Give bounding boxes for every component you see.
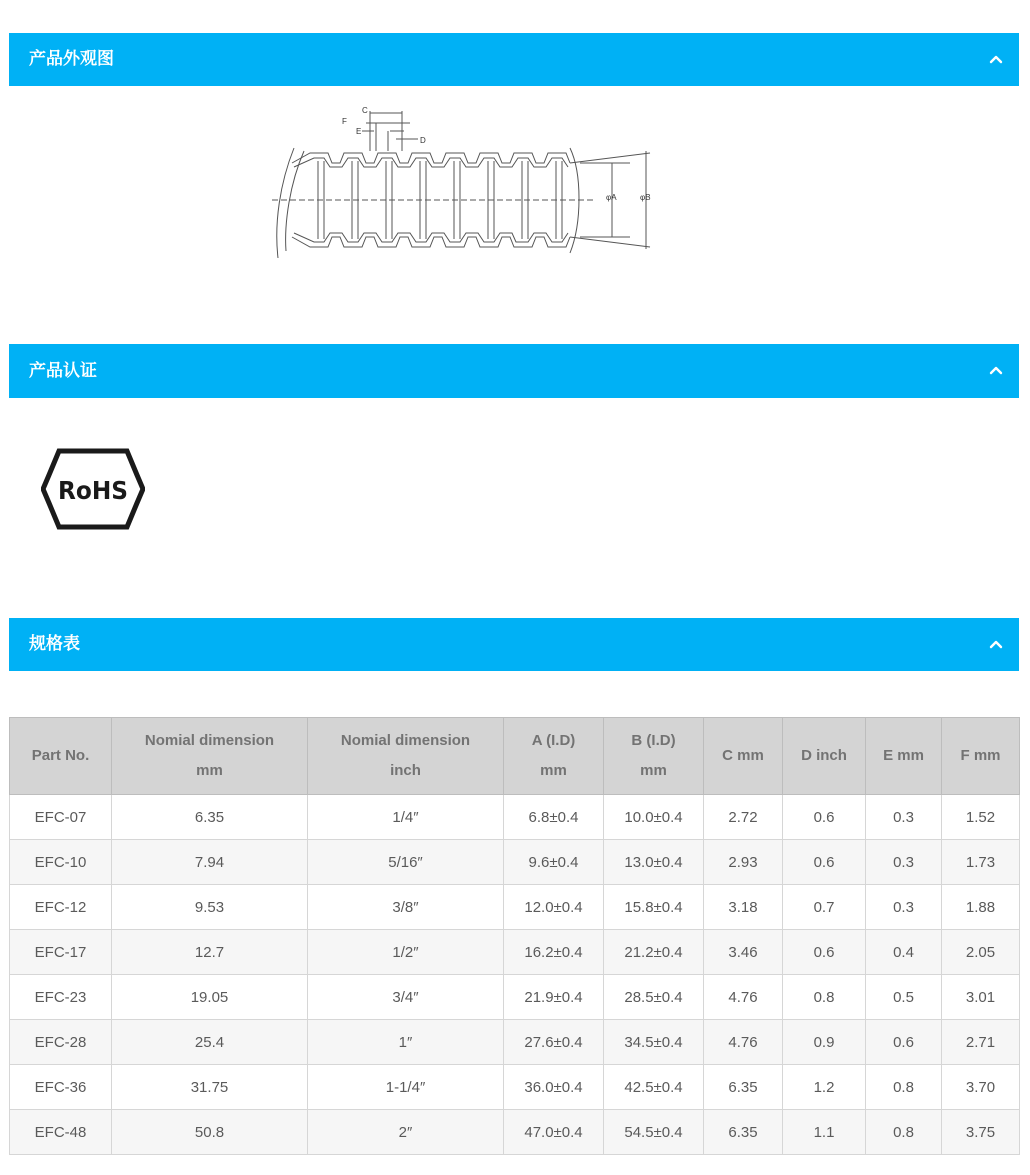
table-cell: 21.2±0.4: [604, 930, 704, 975]
table-row: [10, 840, 1020, 885]
column-header: D inch: [783, 718, 866, 795]
chevron-up-icon[interactable]: [989, 637, 1003, 651]
table-cell: 1.1: [783, 1110, 866, 1155]
table-cell: 2.72: [704, 795, 783, 840]
column-header: Part No.: [10, 718, 112, 795]
table-cell: EFC-12: [10, 885, 112, 930]
table-cell: 2″: [308, 1110, 504, 1155]
spec-table: [9, 717, 1020, 1155]
table-cell: 0.6: [783, 795, 866, 840]
table-cell: 4.76: [704, 975, 783, 1020]
table-cell: 12.0±0.4: [504, 885, 604, 930]
table-cell: 3/8″: [308, 885, 504, 930]
table-cell: 47.0±0.4: [504, 1110, 604, 1155]
table-cell: 4.76: [704, 1020, 783, 1065]
table-cell: 0.3: [866, 795, 942, 840]
table-cell: 2.71: [942, 1020, 1020, 1065]
table-cell: 0.6: [866, 1020, 942, 1065]
table-cell: 3/4″: [308, 975, 504, 1020]
section-header-spec[interactable]: [9, 618, 1019, 671]
table-cell: 1-1/4″: [308, 1065, 504, 1110]
table-cell: EFC-48: [10, 1110, 112, 1155]
table-cell: 6.35: [704, 1065, 783, 1110]
table-cell: EFC-10: [10, 840, 112, 885]
dim-label-a: φA: [606, 193, 617, 202]
table-cell: 3.18: [704, 885, 783, 930]
table-cell: 21.9±0.4: [504, 975, 604, 1020]
dim-label-e: E: [356, 127, 362, 136]
table-cell: 0.8: [866, 1110, 942, 1155]
table-cell: 7.94: [112, 840, 308, 885]
section-header-appearance[interactable]: [9, 33, 1019, 86]
table-cell: 28.5±0.4: [604, 975, 704, 1020]
section-title: 产品认证: [29, 361, 97, 381]
table-cell: 6.35: [112, 795, 308, 840]
section-title: 规格表: [29, 634, 80, 654]
table-body: [10, 795, 1020, 1155]
table-cell: 31.75: [112, 1065, 308, 1110]
table-cell: 0.8: [866, 1065, 942, 1110]
table-cell: 36.0±0.4: [504, 1065, 604, 1110]
table-cell: 1/2″: [308, 930, 504, 975]
chevron-up-icon[interactable]: [989, 363, 1003, 377]
table-cell: 9.53: [112, 885, 308, 930]
rohs-text: RoHS: [58, 476, 128, 505]
table-cell: 0.6: [783, 930, 866, 975]
table-cell: 27.6±0.4: [504, 1020, 604, 1065]
rohs-logo: [41, 447, 145, 531]
table-cell: 10.0±0.4: [604, 795, 704, 840]
table-cell: EFC-36: [10, 1065, 112, 1110]
table-cell: 54.5±0.4: [604, 1110, 704, 1155]
chevron-up-icon[interactable]: [989, 52, 1003, 66]
table-cell: 0.3: [866, 885, 942, 930]
dim-label-d: D: [420, 136, 426, 145]
table-cell: EFC-23: [10, 975, 112, 1020]
table-header-row: [10, 718, 1020, 795]
table-cell: 5/16″: [308, 840, 504, 885]
section-title: 产品外观图: [29, 49, 114, 69]
table-cell: EFC-17: [10, 930, 112, 975]
table-row: [10, 1065, 1020, 1110]
table-cell: EFC-07: [10, 795, 112, 840]
table-row: [10, 1020, 1020, 1065]
column-header: A (I.D) mm: [504, 718, 604, 795]
table-cell: 16.2±0.4: [504, 930, 604, 975]
table-cell: 0.9: [783, 1020, 866, 1065]
table-cell: 25.4: [112, 1020, 308, 1065]
table-cell: 9.6±0.4: [504, 840, 604, 885]
column-header: E mm: [866, 718, 942, 795]
table-row: [10, 975, 1020, 1020]
table-cell: 2.05: [942, 930, 1020, 975]
table-cell: 42.5±0.4: [604, 1065, 704, 1110]
table-cell: 6.35: [704, 1110, 783, 1155]
table-cell: 50.8: [112, 1110, 308, 1155]
table-cell: 1″: [308, 1020, 504, 1065]
dim-label-c: C: [362, 106, 368, 115]
table-cell: 0.7: [783, 885, 866, 930]
table-cell: 34.5±0.4: [604, 1020, 704, 1065]
dim-label-f: F: [342, 117, 347, 126]
table-cell: 0.3: [866, 840, 942, 885]
table-cell: 13.0±0.4: [604, 840, 704, 885]
section-header-certification[interactable]: [9, 344, 1019, 398]
dim-label-b: φB: [640, 193, 651, 202]
column-header: F mm: [942, 718, 1020, 795]
table-cell: 15.8±0.4: [604, 885, 704, 930]
table-row: [10, 885, 1020, 930]
table-cell: 3.01: [942, 975, 1020, 1020]
table-cell: 6.8±0.4: [504, 795, 604, 840]
conduit-diagram: [270, 103, 660, 263]
table-cell: 1.2: [783, 1065, 866, 1110]
table-row: [10, 930, 1020, 975]
table-cell: 3.75: [942, 1110, 1020, 1155]
column-header: C mm: [704, 718, 783, 795]
table-cell: EFC-28: [10, 1020, 112, 1065]
table-cell: 12.7: [112, 930, 308, 975]
table-cell: 0.4: [866, 930, 942, 975]
column-header: Nomial dimension mm: [112, 718, 308, 795]
table-cell: 3.46: [704, 930, 783, 975]
table-cell: 0.6: [783, 840, 866, 885]
table-cell: 1.73: [942, 840, 1020, 885]
table-cell: 1.52: [942, 795, 1020, 840]
table-row: [10, 795, 1020, 840]
table-cell: 3.70: [942, 1065, 1020, 1110]
table-row: [10, 1110, 1020, 1155]
table-cell: 1/4″: [308, 795, 504, 840]
table-cell: 0.8: [783, 975, 866, 1020]
column-header: Nomial dimension inch: [308, 718, 504, 795]
table-cell: 0.5: [866, 975, 942, 1020]
table-cell: 1.88: [942, 885, 1020, 930]
column-header: B (I.D) mm: [604, 718, 704, 795]
table-cell: 19.05: [112, 975, 308, 1020]
table-cell: 2.93: [704, 840, 783, 885]
